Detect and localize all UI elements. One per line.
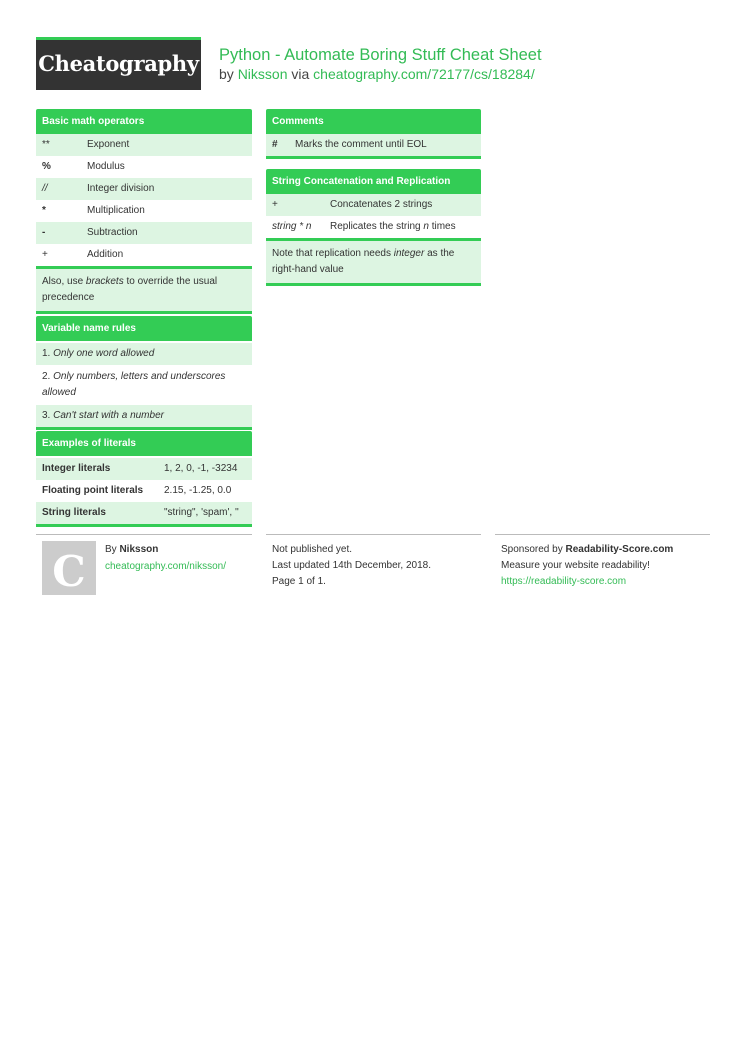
section-basic-math: [36, 109, 252, 314]
section-variable-name-rules: [36, 316, 252, 430]
note-emphasis: integer: [393, 248, 425, 259]
description: Subtraction: [87, 227, 138, 238]
table-row: [36, 458, 252, 480]
operator: //: [42, 183, 48, 194]
table-row: [36, 244, 252, 266]
last-updated: Last updated 14th December, 2018.: [272, 560, 432, 571]
section-comments: [266, 109, 481, 159]
by-text: by: [219, 66, 234, 82]
description: Modulus: [87, 161, 125, 172]
section-literals: [36, 431, 252, 527]
section-note: [36, 266, 252, 314]
author-link[interactable]: Niksson: [237, 66, 288, 82]
operator: *: [42, 205, 46, 216]
section-title: Variable name rules: [36, 316, 252, 341]
item-text: Can't start with a number: [53, 410, 164, 421]
description: Integer division: [87, 183, 155, 194]
by-text: By: [105, 544, 120, 555]
published-status: Not published yet.: [272, 544, 353, 555]
operator: +: [272, 199, 278, 210]
item-number: 3.: [42, 410, 54, 421]
via-text: via: [291, 66, 310, 82]
list-item: [36, 405, 252, 427]
sponsor-link[interactable]: https://readability-score.com: [501, 576, 627, 587]
avatar-letter: C: [52, 547, 86, 596]
table-row: [266, 194, 481, 216]
footer-divider: [266, 534, 481, 535]
author-avatar[interactable]: [42, 541, 96, 595]
note-emphasis: brackets: [85, 276, 124, 287]
operator: **: [42, 139, 50, 150]
table-row: [266, 134, 481, 156]
item-number: 1.: [42, 348, 54, 359]
description-emphasis: n: [423, 221, 429, 232]
divider: [266, 156, 481, 159]
sheet-title: Python - Automate Boring Stuff Cheat Sheet: [219, 46, 542, 64]
item-text: Only one word allowed: [53, 348, 155, 359]
table-row: [36, 178, 252, 200]
literal-type: Floating point literals: [42, 485, 144, 496]
item-text: Only numbers, letters and underscores allowed: [42, 371, 226, 398]
table-row: [36, 200, 252, 222]
note-text: to override the usual precedence: [42, 276, 218, 303]
literal-type: String literals: [42, 507, 106, 518]
list-item: [36, 343, 252, 365]
table-row: [36, 222, 252, 244]
section-title: Basic math operators: [36, 109, 252, 134]
description-text: times: [428, 221, 456, 232]
table-row: [36, 134, 252, 156]
table-row: [36, 156, 252, 178]
section-note: [266, 238, 481, 286]
section-title: Comments: [266, 109, 481, 134]
section-title: Examples of literals: [36, 431, 252, 456]
sponsor-tagline: Measure your website readability!: [501, 560, 650, 571]
operator: string * n: [272, 221, 312, 232]
page-number: Page 1 of 1.: [272, 576, 326, 587]
footer-publish-info: [272, 542, 431, 590]
author-profile-link[interactable]: cheatography.com/niksson/: [105, 561, 226, 572]
table-row: [266, 216, 481, 238]
description: Marks the comment until EOL: [295, 139, 427, 150]
description: Concatenates 2 strings: [330, 199, 433, 210]
footer-sponsor: [501, 542, 673, 590]
literal-type: Integer literals: [42, 463, 111, 474]
cheatography-logo[interactable]: [36, 37, 201, 90]
table-row: [36, 502, 252, 524]
operator: -: [42, 227, 46, 238]
footer-divider: [36, 534, 252, 535]
description: Multiplication: [87, 205, 145, 216]
description: [330, 219, 475, 235]
list-item: [36, 365, 252, 405]
note-text: Also, use: [42, 276, 86, 287]
operator: %: [42, 161, 51, 172]
footer-divider: [495, 534, 710, 535]
literal-examples: 1, 2, 0, -1, -3234: [164, 463, 238, 474]
logo-text: Cheatography: [38, 51, 199, 76]
sponsored-text: Sponsored by: [501, 544, 566, 555]
description: Addition: [87, 249, 124, 260]
table-row: [36, 480, 252, 502]
footer-author: [105, 542, 226, 575]
description-text: Replicates the string: [330, 221, 424, 232]
sheet-url-link[interactable]: cheatography.com/72177/cs/18284/: [313, 66, 535, 82]
note-text: Note that replication needs: [272, 248, 394, 259]
operator: #: [272, 139, 278, 150]
description: Exponent: [87, 139, 130, 150]
note-text: as the right-hand value: [272, 248, 455, 275]
section-title: String Concatenation and Replication: [266, 169, 481, 194]
literal-examples: "string", 'spam', '': [164, 507, 239, 518]
byline: [219, 66, 535, 82]
divider: [36, 427, 252, 430]
footer-author-name: Niksson: [119, 544, 159, 555]
operator: +: [42, 249, 48, 260]
item-number: 2.: [42, 371, 54, 382]
literal-examples: 2.15, -1.25, 0.0: [164, 485, 232, 496]
section-string-concat: [266, 169, 481, 286]
divider: [36, 524, 252, 527]
sponsor-name: Readability-Score.com: [565, 544, 674, 555]
